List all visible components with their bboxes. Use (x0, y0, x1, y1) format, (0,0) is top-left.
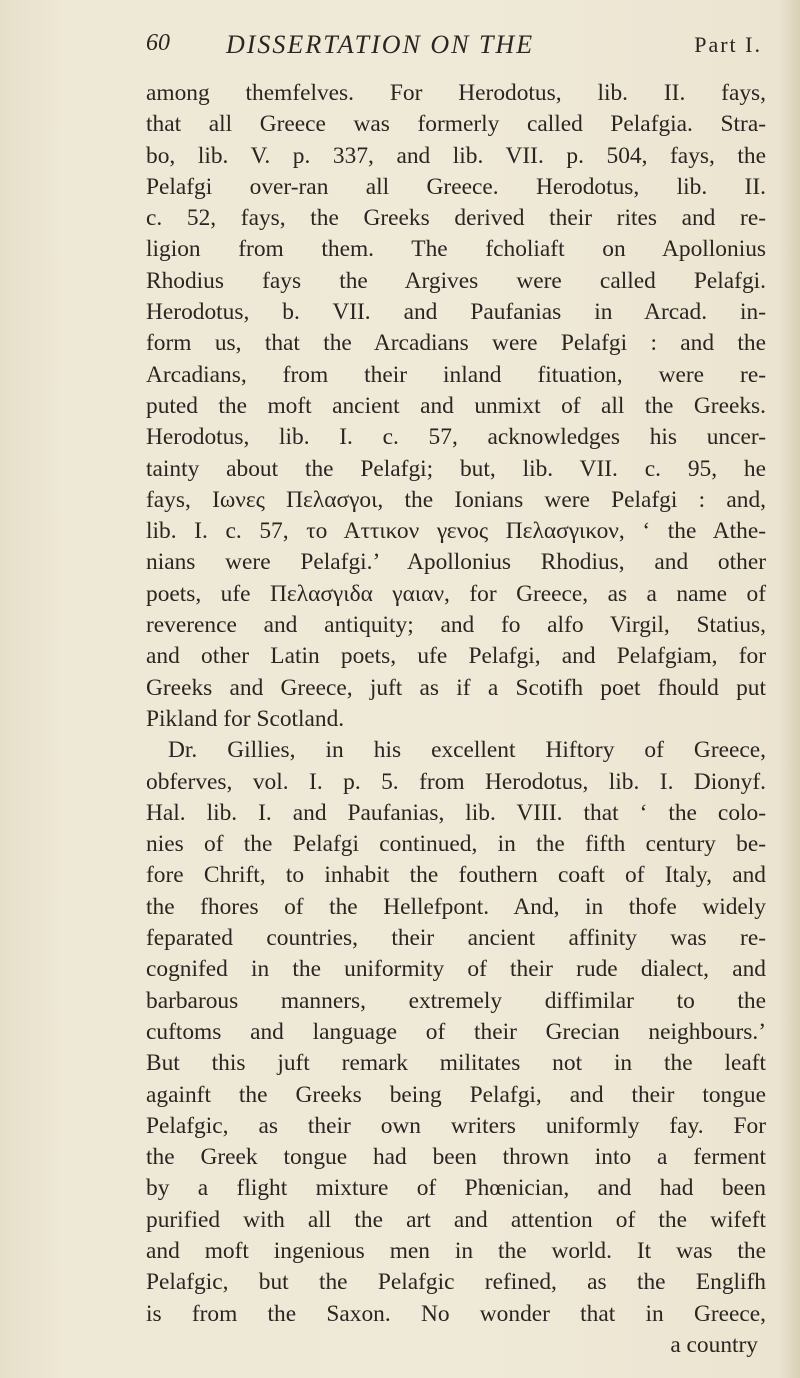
text-line: obferves, vol. I. p. 5. from Herodotus, lib. I. Dionyf. (146, 768, 766, 795)
page-header (146, 30, 762, 64)
text-line: againft the Greeks being Pelafgi, and their tongue (146, 1081, 766, 1108)
page-edge-shadow (778, 0, 800, 1378)
text-line: barbarous manners, extremely diffimilar to the (146, 987, 766, 1014)
text-line: nians were Pelafgi.’ Apollonius Rhodius, and other (146, 549, 766, 576)
part-label: Part I. (694, 32, 762, 57)
text-line: ligion from them. The fcholiaft on Apollonius (146, 236, 766, 263)
text-line: Pelafgic, but the Pelafgic refined, as the Englifh (146, 1269, 766, 1296)
text-line: fays, Ιωνες Πελασγοι, the Ionians were Pelafgi : and, (146, 486, 766, 513)
text-line: Herodotus, lib. I. c. 57, acknowledges his uncer- (146, 424, 766, 451)
text-line: c. 52, fays, the Greeks derived their rites and re- (146, 205, 766, 232)
text-line: Rhodius fays the Argives were called Pelafgi. (146, 267, 766, 294)
text-line: and other Latin poets, ufe Pelafgi, and Pelafgiam, for (146, 643, 766, 670)
text-line: puted the moft ancient and unmixt of all the Greeks. (146, 392, 766, 419)
text-line: nies of the Pelafgi continued, in the fifth century be- (146, 831, 766, 858)
text-line: Arcadians, from their inland fituation, were re- (146, 361, 766, 388)
text-line: reverence and antiquity; and fo alfo Virgil, Statius, (146, 612, 766, 639)
text-line: fore Chrift, to inhabit the fouthern coaft of Italy, and (146, 862, 766, 889)
text-line: the Greek tongue had been thrown into a ferment (146, 1144, 766, 1171)
text-line: form us, that the Arcadians were Pelafgi : and the (146, 330, 766, 357)
text-line: tainty about the Pelafgi; but, lib. VII. c. 95, he (146, 455, 766, 482)
text-line: by a flight mixture of Phœnician, and had been (146, 1175, 766, 1202)
text-line: purified with all the art and attention of the wifeft (146, 1206, 766, 1233)
text-line: feparated countries, their ancient affinity was re- (146, 925, 766, 952)
text-line: Dr. Gillies, in his excellent Hiftory of Greece, (168, 737, 766, 764)
text-line: cognifed in the uniformity of their rude dialect, and (146, 956, 766, 983)
text-line: and moft ingenious men in the world. It was the (146, 1237, 766, 1264)
text-line: that all Greece was formerly called Pelafgia. Stra- (146, 111, 766, 138)
running-head: DISSERTATION ON THE (226, 30, 535, 59)
text-line: the fhores of the Hellefpont. And, in thofe widely (146, 893, 766, 920)
text-line: bo, lib. V. p. 337, and lib. VII. p. 504, fays, the (146, 142, 766, 169)
text-line: Pelafgi over-ran all Greece. Herodotus, lib. II. (146, 173, 766, 200)
text-line: Greeks and Greece, juft as if a Scotifh poet fhould put (146, 674, 766, 701)
text-line: among themfelves. For Herodotus, lib. II. fays, (146, 80, 766, 106)
body-text (146, 78, 766, 1361)
text-line: cuftoms and language of their Grecian neighbours.’ (146, 1018, 766, 1045)
text-line: is from the Saxon. No wonder that in Greece, (146, 1300, 766, 1327)
text-line: Pikland for Scotland. (146, 705, 345, 732)
text-line: But this juft remark militates not in the leaft (146, 1050, 766, 1077)
page-number: 60 (146, 30, 170, 56)
text-line: Herodotus, b. VII. and Paufanias in Arcad. in- (146, 299, 766, 326)
text-line: lib. I. c. 57, το Αττικον γενος Πελασγικον, ‘ the Athe- (146, 518, 766, 545)
catchword: a country (670, 1331, 758, 1358)
text-line: Pelafgic, as their own writers uniformly fay. For (146, 1112, 766, 1139)
text-line: Hal. lib. I. and Paufanias, lib. VIII. that ‘ the colo- (146, 799, 766, 826)
text-line: poets, ufe Πελασγιδα γαιαν, for Greece, as a name of (146, 580, 766, 607)
